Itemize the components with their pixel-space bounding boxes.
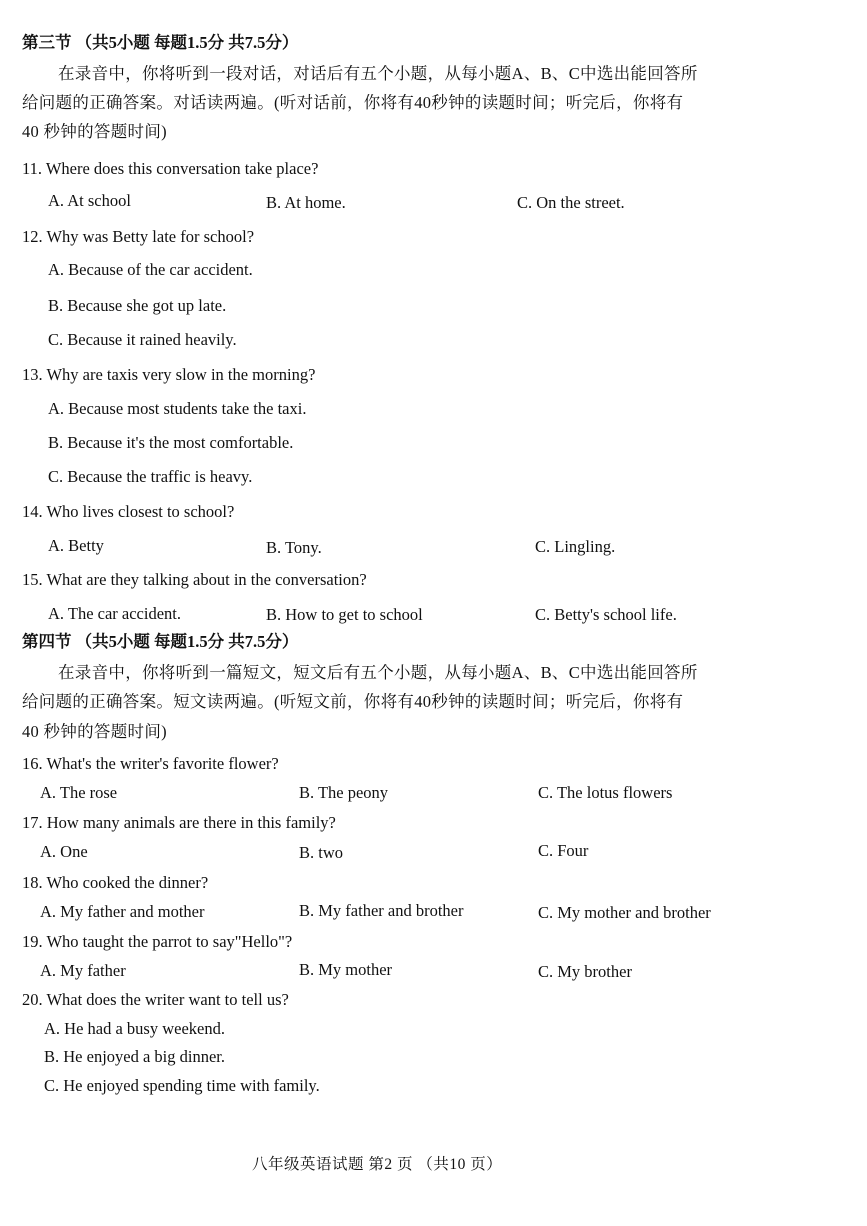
q17-option-c: C. Four	[538, 841, 589, 860]
section-3-instruction-line-3: 40 秒钟的答题时间)	[22, 122, 167, 141]
q12-option-a: A. Because of the car accident.	[48, 260, 253, 279]
question-17: 17. How many animals are there in this family?	[22, 813, 336, 832]
q15-option-c: C. Betty's school life.	[535, 605, 677, 624]
question-20: 20. What does the writer want to tell us?	[22, 990, 289, 1009]
section-4-instruction-line-3: 40 秒钟的答题时间)	[22, 722, 167, 741]
question-11: 11. Where does this conversation take place?	[22, 159, 319, 178]
section-4-instruction-line-1: 在录音中，你将听到一篇短文，短文后有五个小题，从每小题A、B、C中选出能回答所	[58, 663, 698, 682]
question-13: 13. Why are taxis very slow in the morning?	[22, 365, 316, 384]
q15-option-b: B. How to get to school	[266, 605, 423, 624]
q18-option-c: C. My mother and brother	[538, 903, 711, 922]
page-footer: 八年级英语试题 第2 页 （共10 页）	[252, 1156, 503, 1173]
q16-option-b: B. The peony	[299, 783, 389, 802]
question-15: 15. What are they talking about in the conversation?	[22, 570, 367, 589]
q12-option-b: B. Because she got up late.	[48, 296, 227, 315]
question-19: 19. Who taught the parrot to say"Hello"?	[22, 932, 293, 951]
section-4-title: 第四节 （共5小题 每题1.5分 共7.5分）	[22, 632, 299, 651]
q19-option-a: A. My father	[40, 961, 126, 980]
question-16: 16. What's the writer's favorite flower?	[22, 754, 279, 773]
q14-option-b: B. Tony.	[266, 538, 322, 557]
q16-option-a: A. The rose	[40, 783, 118, 802]
q20-option-a: A. He had a busy weekend.	[44, 1019, 225, 1038]
q18-option-a: A. My father and mother	[40, 902, 205, 921]
q20-option-c: C. He enjoyed spending time with family.	[44, 1076, 320, 1095]
q20-option-b: B. He enjoyed a big dinner.	[44, 1047, 226, 1066]
section-3-title: 第三节 （共5小题 每题1.5分 共7.5分）	[22, 33, 299, 52]
section-3-instruction-line-2: 给问题的正确答案。对话读两遍。(听对话前，你将有40秒钟的读题时间；听完后，你将有	[22, 93, 684, 112]
q13-option-a: A. Because most students take the taxi.	[48, 399, 307, 418]
q19-option-b: B. My mother	[299, 960, 393, 979]
q11-option-c: C. On the street.	[517, 193, 625, 212]
section-4-instruction-line-2: 给问题的正确答案。短文读两遍。(听短文前，你将有40秒钟的读题时间；听完后，你将有	[22, 692, 684, 711]
q16-option-c: C. The lotus flowers	[538, 783, 673, 802]
q14-option-c: C. Lingling.	[535, 537, 616, 556]
q18-option-b: B. My father and brother	[299, 901, 464, 920]
q13-option-c: C. Because the traffic is heavy.	[48, 467, 253, 486]
question-14: 14. Who lives closest to school?	[22, 502, 235, 521]
q17-option-a: A. One	[40, 842, 88, 861]
q15-option-a: A. The car accident.	[48, 604, 181, 623]
q11-option-a: A. At school	[48, 191, 131, 210]
q17-option-b: B. two	[299, 843, 344, 862]
q13-option-b: B. Because it's the most comfortable.	[48, 433, 294, 452]
q12-option-c: C. Because it rained heavily.	[48, 330, 237, 349]
q14-option-a: A. Betty	[48, 536, 104, 555]
q11-option-b: B. At home.	[266, 193, 346, 212]
question-12: 12. Why was Betty late for school?	[22, 227, 255, 246]
question-18: 18. Who cooked the dinner?	[22, 873, 209, 892]
section-3-instruction-line-1: 在录音中，你将听到一段对话，对话后有五个小题，从每小题A、B、C中选出能回答所	[58, 64, 698, 83]
q19-option-c: C. My brother	[538, 962, 632, 981]
